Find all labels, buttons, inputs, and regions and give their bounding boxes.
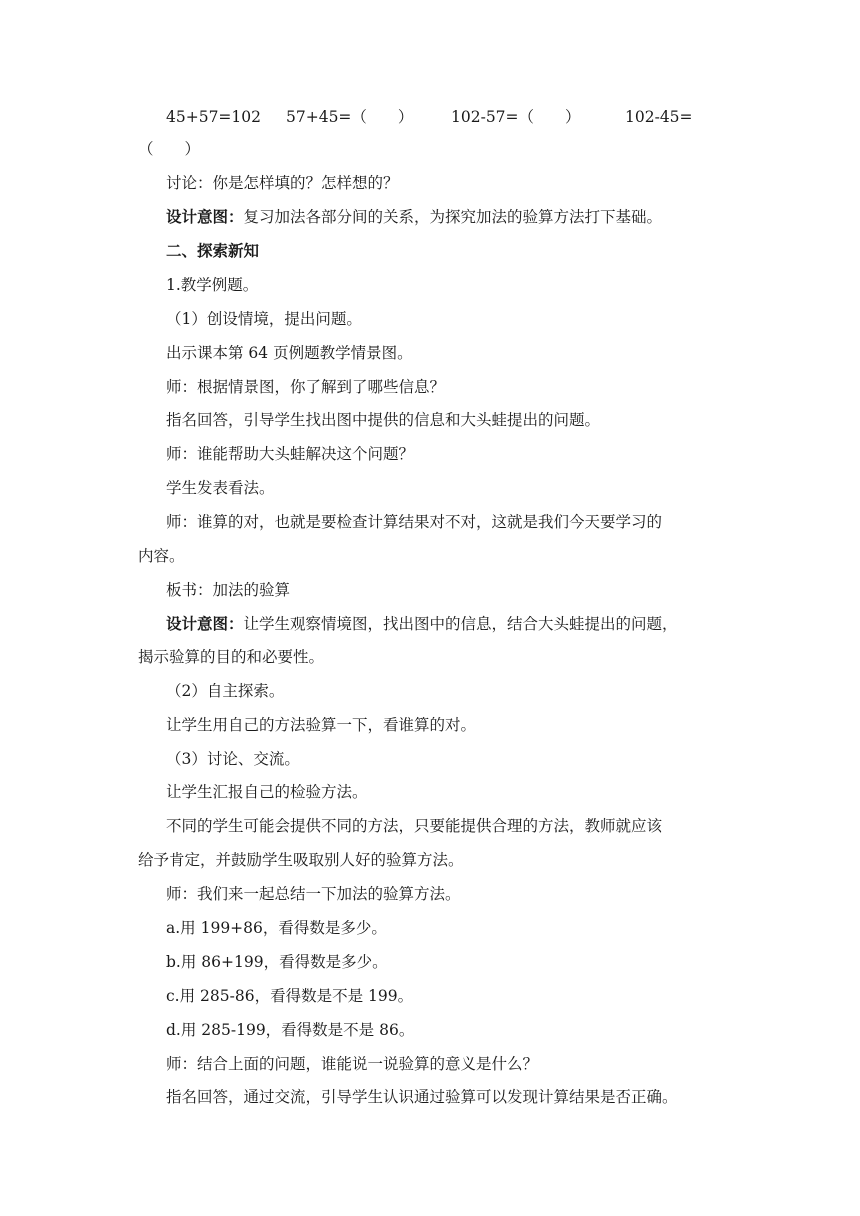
show-picture-text: 出示课本第 64 页例题教学情景图。 [166, 344, 413, 362]
equation-4: 102-45= [625, 108, 693, 126]
different-methods-cont: 给予肯定，并鼓励学生吸取别人好的验算方法。 [138, 851, 464, 869]
sub-item-1: （1）创设情境，提出问题。 [166, 310, 362, 328]
design-intent-label: 设计意图： [166, 207, 244, 226]
method-b: b.用 86+199，看得数是多少。 [166, 953, 388, 971]
teacher-question-3-cont: 内容。 [138, 547, 185, 565]
section-heading: 二、探索新知 [166, 241, 260, 260]
board-writing: 板书：加法的验算 [166, 581, 291, 599]
design-intent-text: 让学生观察情境图，找出图中的信息，结合大头蛙提出的问题， [243, 615, 678, 633]
teacher-summary: 师：我们来一起总结一下加法的验算方法。 [166, 885, 461, 903]
design-intent-1 [166, 206, 766, 228]
sub-item-2: （2）自主探索。 [166, 682, 285, 700]
different-methods-text: 不同的学生可能会提供不同的方法，只要能提供合理的方法，教师就应该 [166, 817, 663, 835]
discussion-text: 讨论：你是怎样填的？怎样想的？ [166, 174, 399, 192]
guide-text-2: 指名回答，通过交流，引导学生认识通过验算可以发现计算结果是否正确。 [166, 1088, 678, 1106]
self-explore-text: 让学生用自己的方法验算一下，看谁算的对。 [166, 716, 477, 734]
equation-3: 102-57=（ ） [451, 108, 581, 126]
method-a: a.用 199+86，看得数是多少。 [166, 919, 387, 937]
guide-text-1: 指名回答，引导学生找出图中提供的信息和大头蛙提出的问题。 [166, 411, 601, 429]
teacher-question-1: 师：根据情景图，你了解到了哪些信息？ [166, 378, 446, 396]
sub-item-3: （3）讨论、交流。 [166, 750, 300, 768]
equation-4-blank: （ ） [138, 140, 201, 158]
teacher-question-2: 师：谁能帮助大头蛙解决这个问题？ [166, 445, 415, 463]
report-text: 让学生汇报自己的检验方法。 [166, 783, 368, 801]
teacher-question-3: 师：谁算的对，也就是要检查计算结果对不对，这就是我们今天要学习的 [166, 513, 663, 531]
design-intent-2-cont: 揭示验算的目的和必要性。 [138, 648, 325, 666]
equation-2: 57+45=（ ） [286, 108, 414, 126]
design-intent-text: 复习加法各部分间的关系，为探究加法的验算方法打下基础。 [243, 208, 663, 226]
design-intent-2 [166, 613, 766, 635]
design-intent-label: 设计意图： [166, 614, 244, 633]
teacher-question-4: 师：结合上面的问题，谁能说一说验算的意义是什么？ [166, 1055, 539, 1073]
students-opinion: 学生发表看法。 [166, 479, 275, 497]
item-1: 1.教学例题。 [166, 276, 259, 294]
equation-1: 45+57=102 [166, 108, 262, 126]
method-c: c.用 285-86，看得数是不是 199。 [166, 987, 414, 1005]
method-d: d.用 285-199，看得数是不是 86。 [166, 1021, 415, 1039]
